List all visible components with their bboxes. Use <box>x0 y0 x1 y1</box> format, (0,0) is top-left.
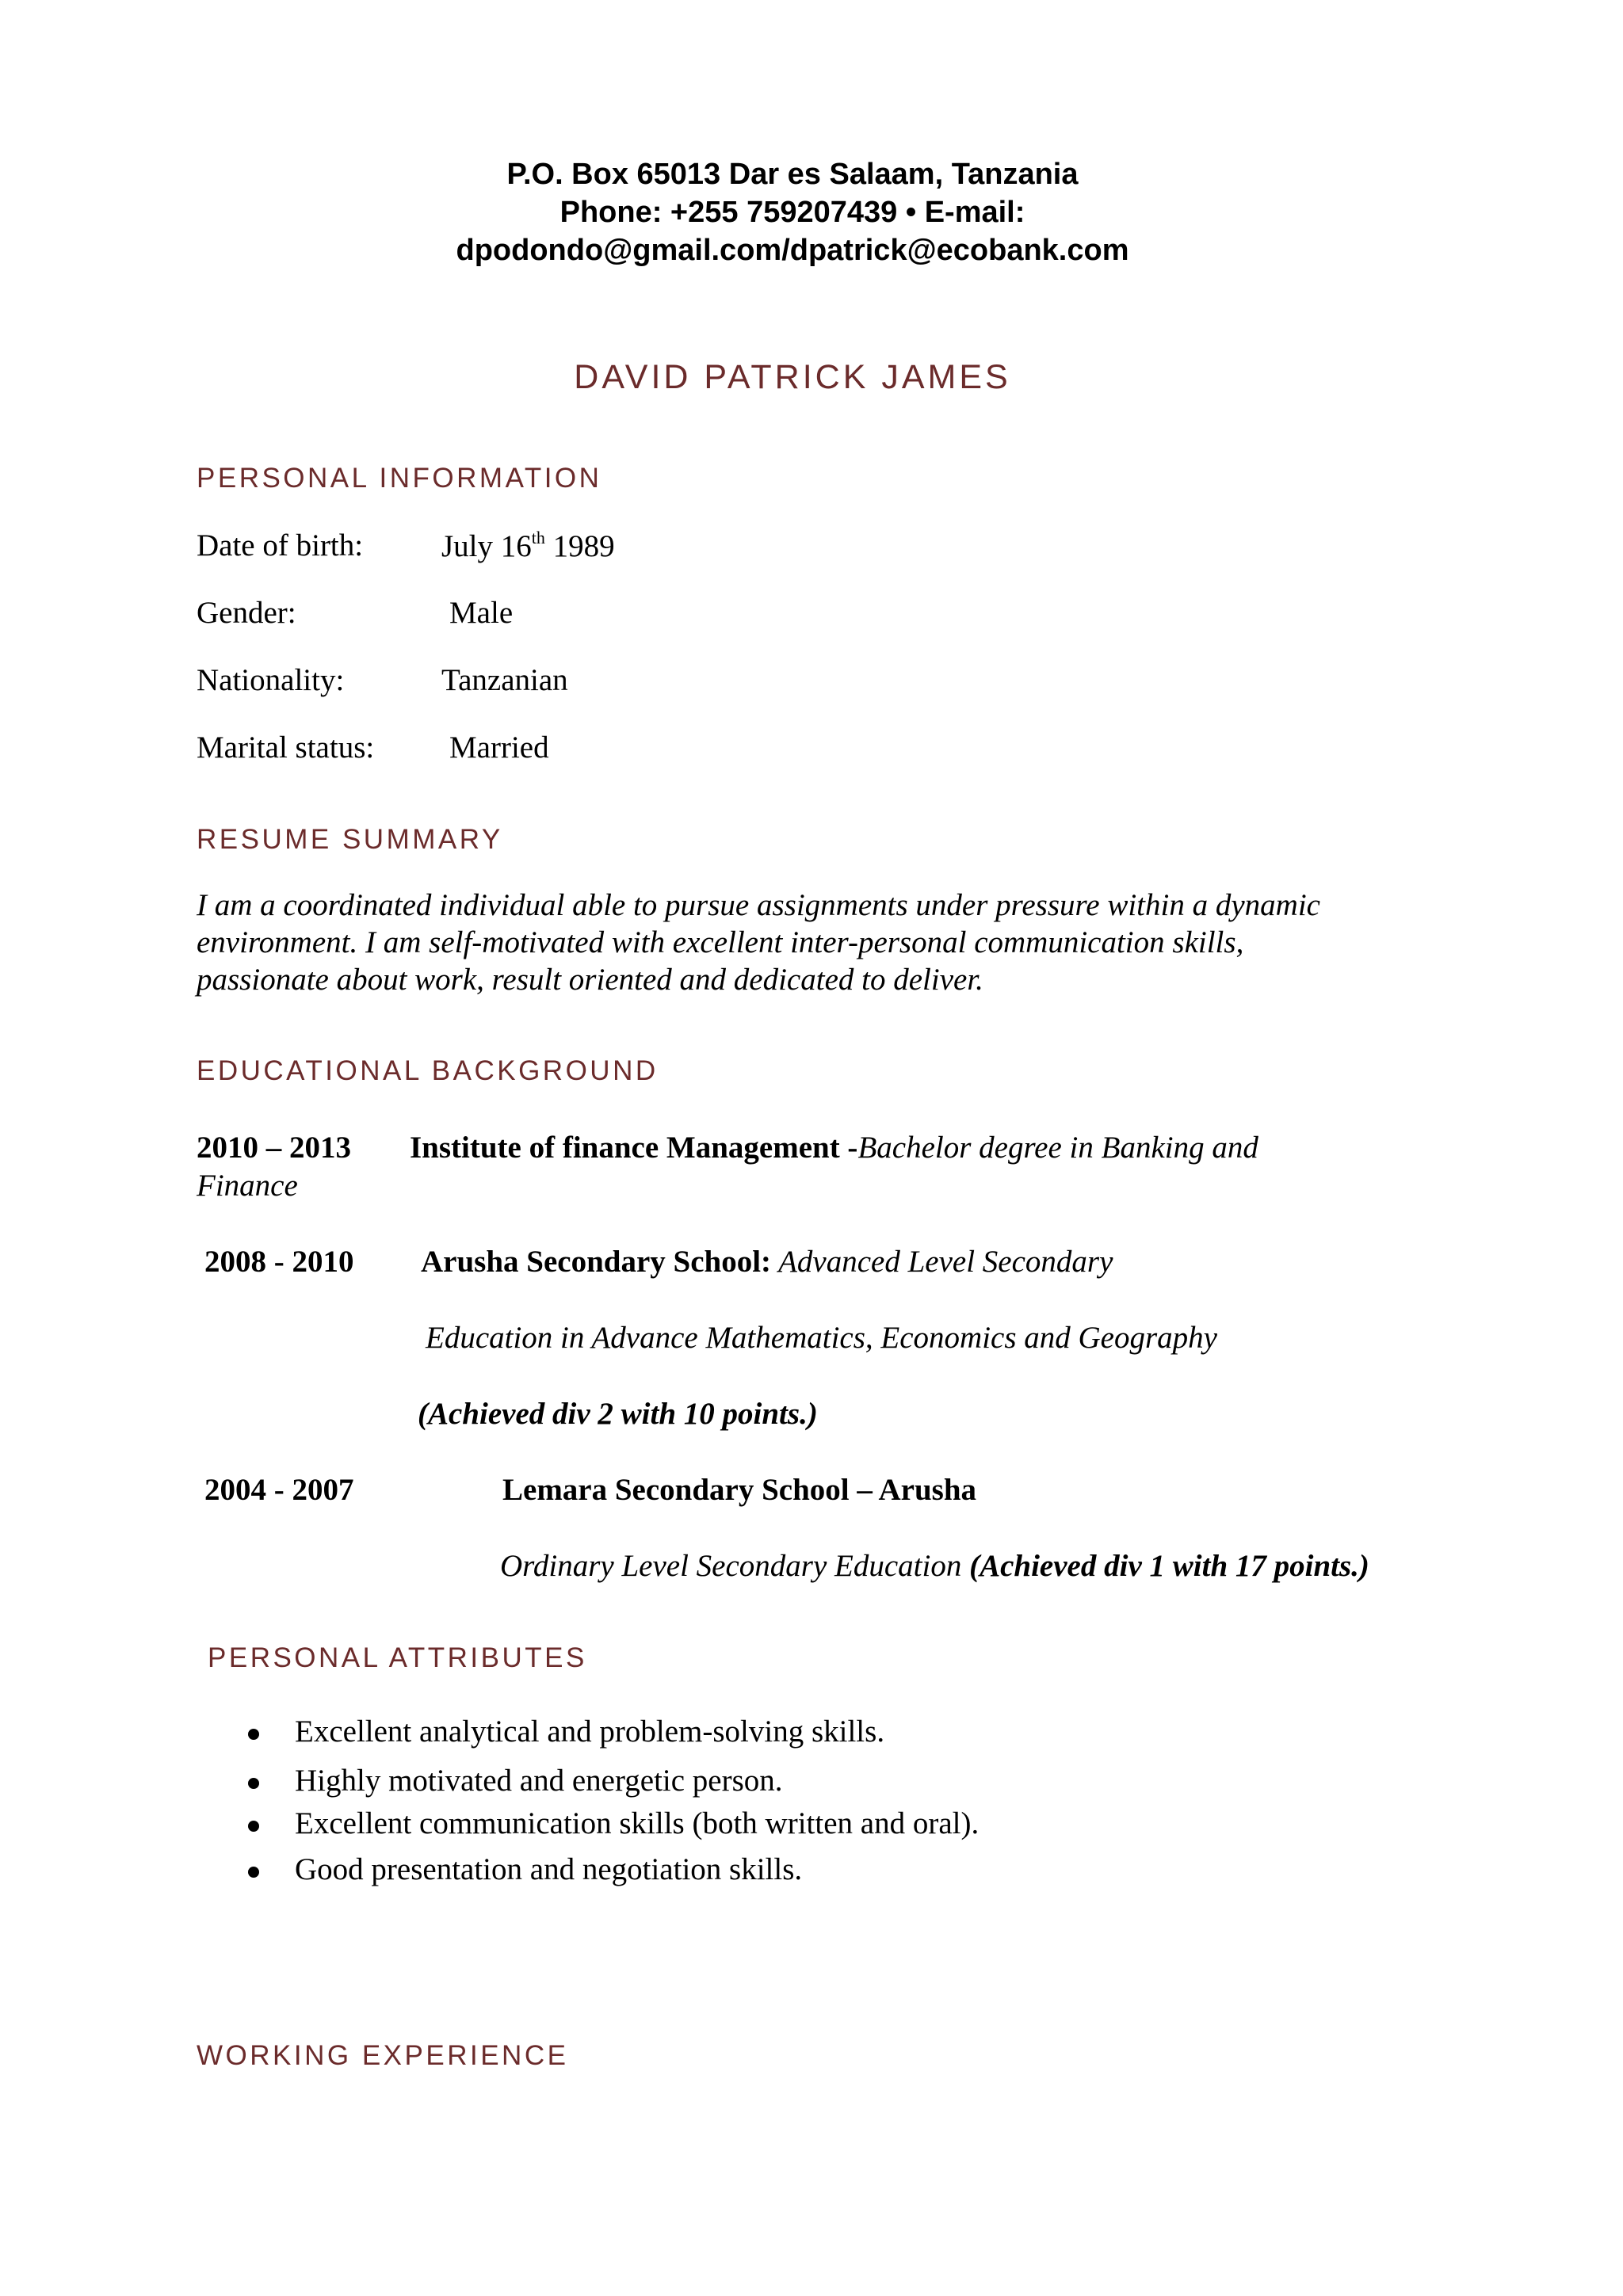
nationality-value: Tanzanian <box>441 663 568 697</box>
attribute-item: Good presentation and negotiation skills. <box>295 1852 803 1886</box>
contact-phone: Phone: +255 759207439 • E-mail: <box>559 196 1025 229</box>
dob-value: July 16th 1989 <box>441 528 615 563</box>
summary-line-1: I am a coordinated individual able to pursue assignments under pressure within a dynamic <box>197 888 1320 922</box>
bullet-icon <box>248 1867 259 1878</box>
education-1-detail: Institute of finance Management -Bachelor degree in Banking and <box>410 1131 1258 1165</box>
education-1-degree-cont: Finance <box>197 1169 298 1203</box>
education-2-detail: Arusha Secondary School: Advanced Level Secondary <box>421 1245 1113 1279</box>
attribute-item: Excellent communication skills (both written and oral). <box>295 1806 980 1840</box>
attribute-item: Excellent analytical and problem-solving skills. <box>295 1714 885 1749</box>
personal-information-heading: PERSONAL INFORMATION <box>197 463 602 494</box>
educational-background-heading: EDUCATIONAL BACKGROUND <box>197 1055 659 1086</box>
gender-value: Male <box>449 596 514 630</box>
attribute-item: Highly motivated and energetic person. <box>295 1764 783 1798</box>
resume-summary-heading: RESUME SUMMARY <box>197 824 503 855</box>
education-2-result: (Achieved div 2 with 10 points.) <box>418 1397 818 1431</box>
education-2-years: 2008 - 2010 <box>204 1245 354 1279</box>
summary-line-3: passionate about work, result oriented and dedicated to deliver. <box>197 963 983 997</box>
working-experience-heading: WORKING EXPERIENCE <box>197 2040 569 2071</box>
education-3-detail: Ordinary Level Secondary Education (Achieved div 1 with 17 points.) <box>500 1549 1369 1583</box>
education-1-years: 2010 – 2013 <box>197 1131 351 1165</box>
dob-label: Date of birth: <box>197 528 364 563</box>
candidate-name: DAVID PATRICK JAMES <box>574 358 1011 396</box>
education-3-years: 2004 - 2007 <box>204 1473 354 1507</box>
contact-address: P.O. Box 65013 Dar es Salaam, Tanzania <box>506 158 1079 191</box>
bullet-icon <box>248 1729 259 1740</box>
nationality-label: Nationality: <box>197 663 345 697</box>
contact-emails: dpodondo@gmail.com/dpatrick@ecobank.com <box>456 234 1129 267</box>
personal-attributes-heading: PERSONAL ATTRIBUTES <box>208 1642 587 1673</box>
gender-label: Gender: <box>197 596 296 630</box>
summary-line-2: environment. I am self-motivated with excellent inter-personal communication skills, <box>197 925 1244 959</box>
marital-status-label: Marital status: <box>197 730 375 765</box>
marital-status-value: Married <box>449 730 549 765</box>
bullet-icon <box>248 1821 259 1832</box>
education-3-school: Lemara Secondary School – Arusha <box>502 1473 977 1507</box>
education-2-detail-cont: Education in Advance Mathematics, Economics and Geography <box>426 1321 1217 1355</box>
bullet-icon <box>248 1778 259 1789</box>
